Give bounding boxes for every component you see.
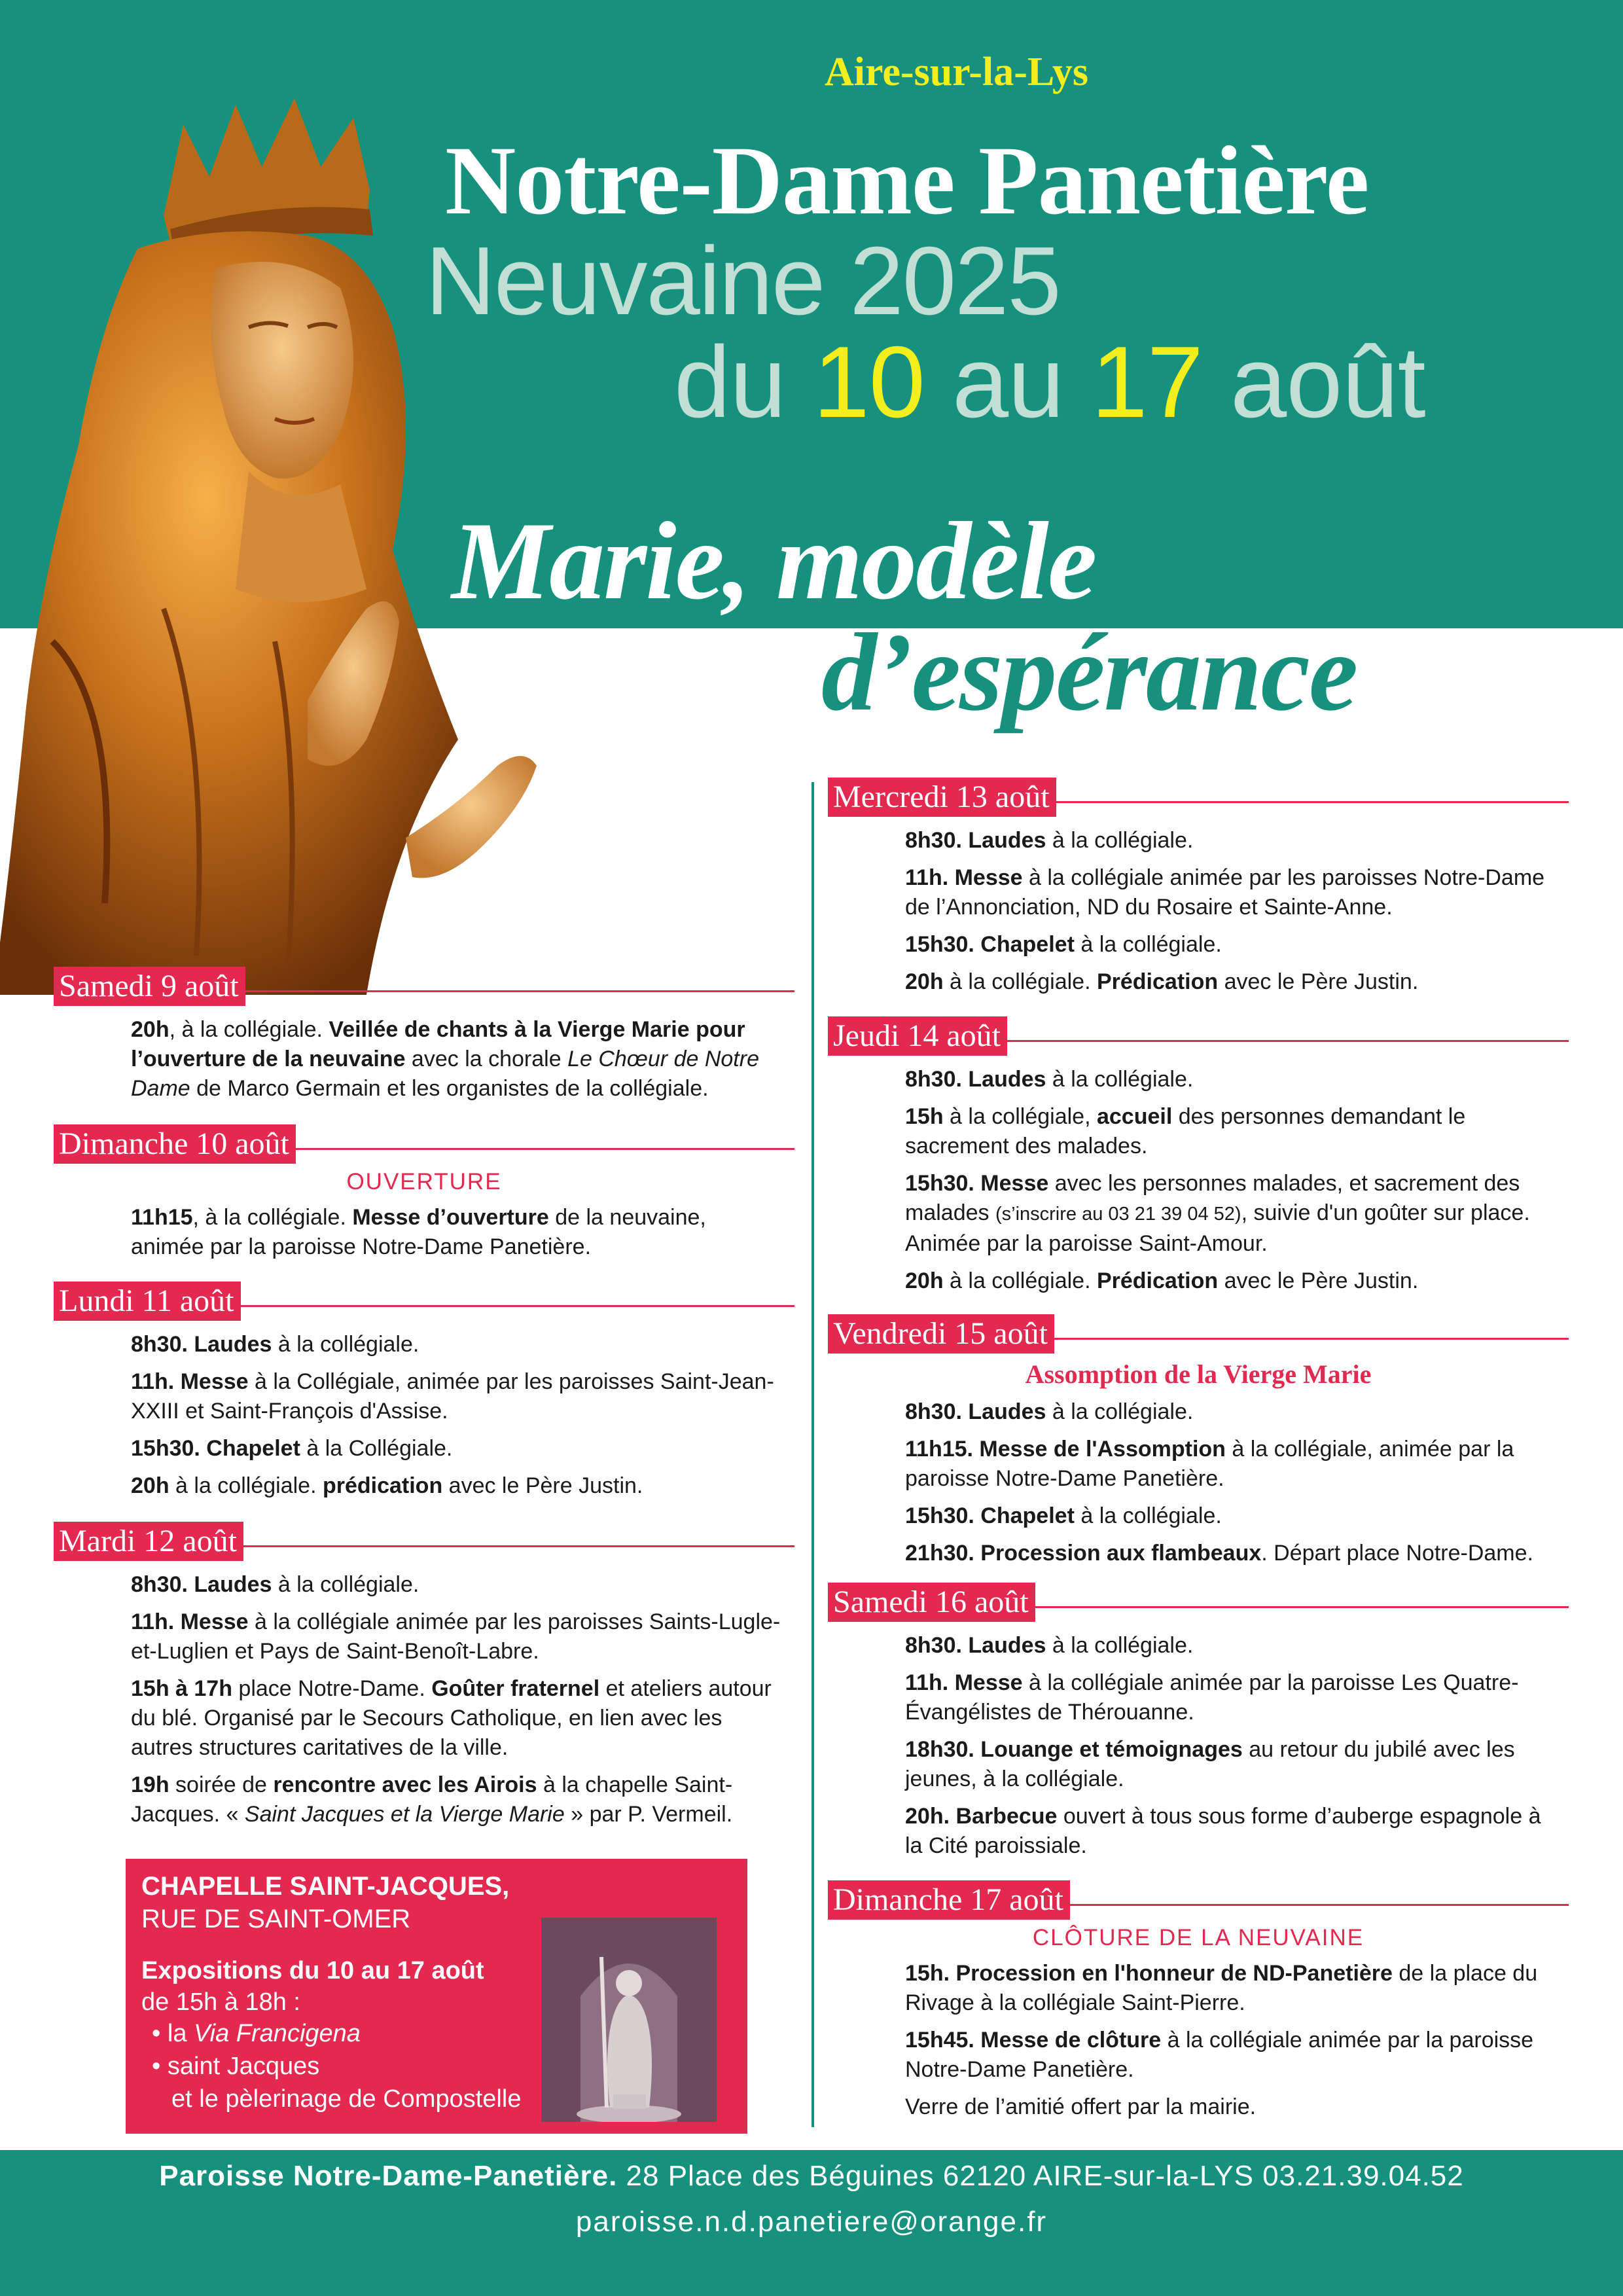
event: 18h30. Louange et témoignages au retour du jubilé avec les jeunes, à la collégiale.: [905, 1737, 1515, 1791]
event: 11h. Messe à la collégiale animée par les paroisses Saints-Lugle-et-Luglien et Pays de Saint-Benoît-Labre.: [131, 1609, 781, 1664]
event: 15h30. Chapelet à la collégiale.: [905, 932, 1222, 957]
event: 15h30. Chapelet à la collégiale.: [905, 1503, 1222, 1528]
event: 8h30. Laudes à la collégiale.: [131, 1572, 419, 1597]
event: 21h30. Procession aux flambeaux. Départ place Notre-Dame.: [905, 1541, 1533, 1566]
day-vendredi-15: [828, 1314, 1569, 1568]
day-jeudi-14: [828, 1016, 1569, 1296]
event: 11h. Messe à la Collégiale, animée par les paroisses Saint-Jean-XXIII et Saint-François d'Assise.: [131, 1369, 774, 1424]
day-dimanche-17: [828, 1880, 1569, 2122]
column-divider: [812, 782, 814, 2127]
event: 11h15. Messe de l'Assomption à la collégiale, animée par la paroisse Notre-Dame Panetière.: [905, 1437, 1514, 1491]
day-samedi-9: [54, 967, 794, 1103]
exhibition-item: et le pèlerinage de Compostelle: [171, 2085, 522, 2113]
event: 8h30. Laudes à la collégiale.: [905, 1399, 1194, 1424]
date-range-mid: au: [952, 325, 1064, 439]
event: 15h30. Chapelet à la Collégiale.: [131, 1436, 453, 1461]
day-label: Samedi 9 août: [54, 967, 245, 1006]
event: 8h30. Laudes à la collégiale.: [905, 1633, 1194, 1658]
event: 15h à la collégiale, accueil des personnes demandant le sacrement des malades.: [905, 1104, 1466, 1158]
page-subtitle: Neuvaine 2025: [425, 227, 1060, 335]
day-label: Mercredi 13 août: [828, 778, 1056, 817]
date-end: 17: [1091, 325, 1203, 439]
city-name: Aire-sur-la-Lys: [825, 50, 1088, 94]
day-mercredi-13: [828, 778, 1569, 997]
date-month: août: [1230, 325, 1425, 439]
exhibition-title: Expositions du 10 au 17 août: [141, 1957, 484, 1984]
day-label: Vendredi 15 août: [828, 1314, 1054, 1354]
day-label: Samedi 16 août: [828, 1583, 1035, 1622]
event: 15h. Procession en l'honneur de ND-Panetière de la place du Rivage à la collégiale Saint-Pierre.: [905, 1961, 1538, 2015]
event: 15h30. Messe avec les personnes malades, et sacrement des malades (s’inscrire au 03 21 39 04 52), suivie d'un goûter sur place. Animée par la paroisse Saint-Amour.: [905, 1171, 1530, 1256]
day-label: Mardi 12 août: [54, 1522, 243, 1561]
saint-jacques-statue-image: [541, 1918, 717, 2122]
theme-line-1: Marie, modèle: [452, 499, 1096, 622]
date-start: 10: [813, 325, 925, 439]
event: 20h, à la collégiale. Veillée de chants à la Vierge Marie pour l’ouverture de la neuvaine avec la chorale Le Chœur de Notre Dame de Marco Germain et les organistes de la collégiale.: [131, 1017, 759, 1101]
exhibition-hours: de 15h à 18h :: [141, 1988, 300, 2016]
exhibition-item: • saint Jacques: [152, 2053, 320, 2080]
day-samedi-16: [828, 1583, 1569, 1861]
day-label: Dimanche 10 août: [54, 1124, 296, 1164]
event: 20h à la collégiale. Prédication avec le Père Justin.: [905, 969, 1419, 994]
day-label: Jeudi 14 août: [828, 1016, 1007, 1056]
exhibition-item: • la Via Francigena: [152, 2020, 361, 2047]
event: Verre de l’amitié offert par la mairie.: [905, 2094, 1257, 2119]
day-label: Dimanche 17 août: [828, 1880, 1070, 1920]
event: 15h à 17h place Notre-Dame. Goûter fraternel et ateliers autour du blé. Organisé par le Secours Catholique, en lien avec les autres structures caritatives de la ville.: [131, 1676, 772, 1760]
event: 20h à la collégiale. prédication avec le Père Justin.: [131, 1473, 643, 1498]
event: 11h15, à la collégiale. Messe d’ouverture de la neuvaine, animée par la paroisse Notre-Dame Panetière.: [131, 1205, 706, 1259]
event: 19h soirée de rencontre avec les Airois à la chapelle Saint-Jacques. « Saint Jacques et la Vierge Marie » par P. Vermeil.: [131, 1772, 733, 1827]
theme-line-2: d’espérance: [821, 611, 1357, 734]
event: 20h. Barbecue ouvert à tous sous forme d’auberge espagnole à la Cité paroissiale.: [905, 1804, 1541, 1858]
day-subtitle: OUVERTURE: [346, 1169, 502, 1194]
page-title: Notre-Dame Panetière: [445, 126, 1369, 235]
day-subtitle: Assomption de la Vierge Marie: [1025, 1359, 1372, 1389]
event: 11h. Messe à la collégiale animée par les paroisses Notre-Dame de l’Annonciation, ND du Rosaire et Sainte-Anne.: [905, 865, 1545, 920]
parish-name: Paroisse Notre-Dame-Panetière.: [159, 2160, 618, 2192]
date-range: [674, 324, 1425, 440]
event: 8h30. Laudes à la collégiale.: [131, 1332, 419, 1357]
chapel-title: CHAPELLE SAINT-JACQUES,: [141, 1872, 510, 1901]
day-dimanche-10: [54, 1124, 794, 1262]
chapel-street: RUE DE SAINT-OMER: [141, 1905, 411, 1933]
event: 8h30. Laudes à la collégiale.: [905, 828, 1194, 853]
event: 11h. Messe à la collégiale animée par la paroisse Les Quatre-Évangélistes de Thérouanne.: [905, 1670, 1519, 1725]
day-mardi-12: [54, 1522, 794, 1829]
event: 20h à la collégiale. Prédication avec le Père Justin.: [905, 1268, 1419, 1293]
parish-address: 28 Place des Béguines 62120 AIRE-sur-la-LYS 03.21.39.04.52: [617, 2160, 1464, 2192]
day-label: Lundi 11 août: [54, 1282, 241, 1321]
day-lundi-11: [54, 1282, 794, 1501]
chapel-info-box: [126, 1859, 747, 2134]
footer-email: paroisse.n.d.panetiere@orange.fr: [575, 2206, 1048, 2238]
event: 15h45. Messe de clôture à la collégiale animée par la paroisse Notre-Dame Panetière.: [905, 2028, 1534, 2082]
footer-address: [0, 2160, 1623, 2193]
date-range-prefix: du: [674, 325, 786, 439]
event: 8h30. Laudes à la collégiale.: [905, 1067, 1194, 1092]
day-subtitle: CLÔTURE DE LA NEUVAINE: [1032, 1925, 1364, 1950]
